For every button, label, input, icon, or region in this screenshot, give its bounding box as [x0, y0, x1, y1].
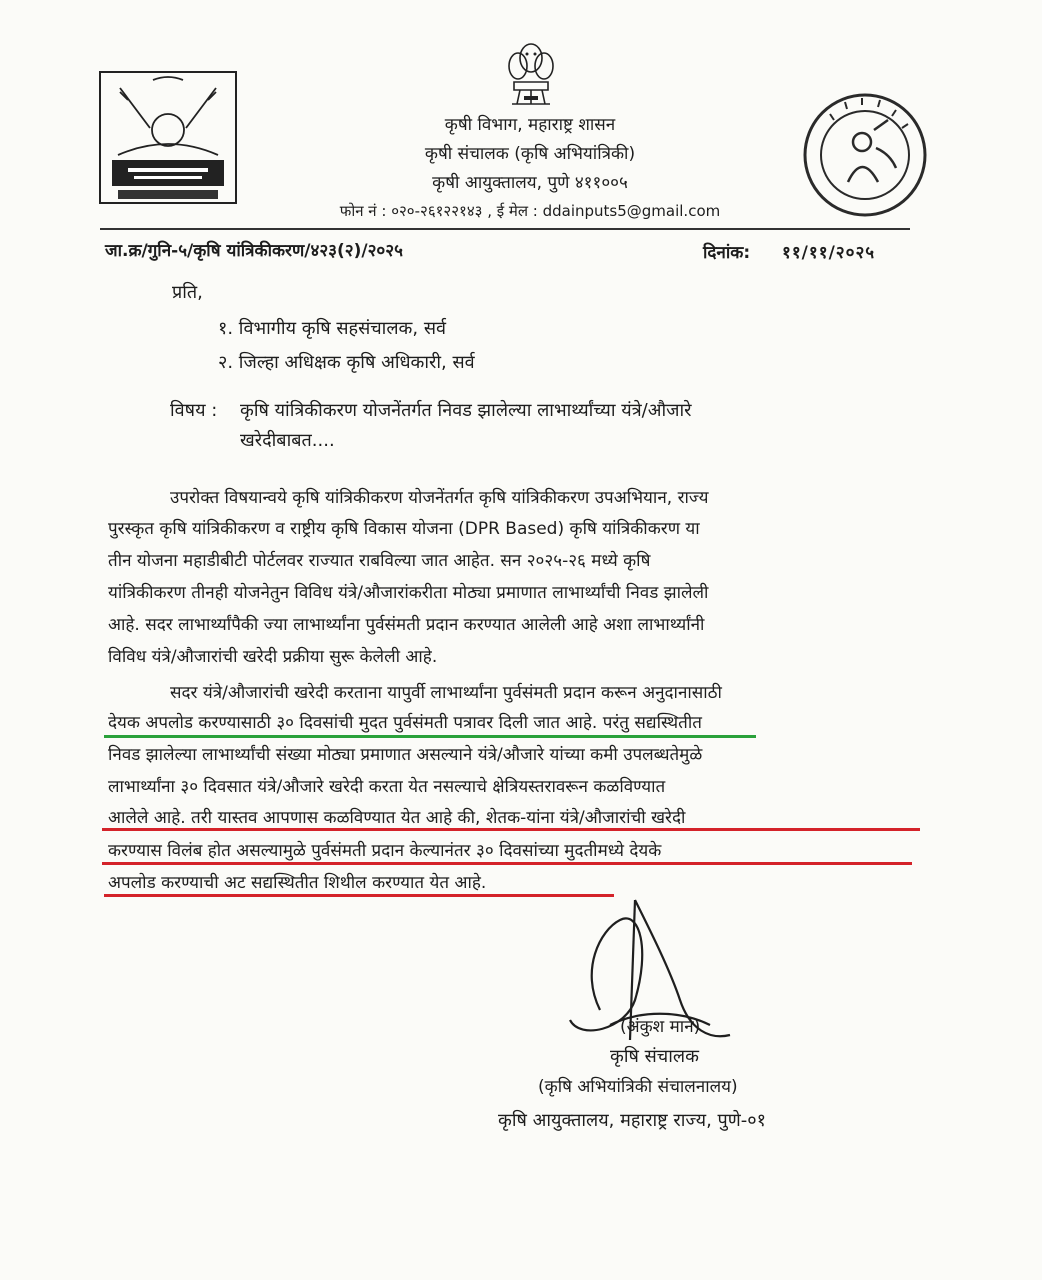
- red-highlight-underline: [104, 894, 614, 897]
- paragraph-line: आलेले आहे. तरी यास्तव आपणास कळविण्यात येत आहे की, शेतक-यांना यंत्रे/औजारांची खरेदी: [108, 808, 686, 828]
- paragraph-line: अपलोड करण्याची अट सद्यस्थितीत शिथील करण्यात येत आहे.: [108, 873, 487, 893]
- recipients-heading: प्रति,: [172, 282, 203, 303]
- paragraph-line: निवड झालेल्या लाभार्थ्यांची संख्या मोठ्या प्रमाणात असल्याने यंत्रे/औजारे यांच्या कमी उपलब्धतेमुळे: [108, 745, 703, 765]
- paragraph-line: करण्यास विलंब होत असल्यामुळे पुर्वसंमती प्रदान केल्यानंतर ३० दिवसांच्या मुदतीमध्ये देयके: [108, 841, 662, 861]
- date-label: दिनांक:: [703, 243, 751, 263]
- paragraph-line: सदर यंत्रे/औजारांची खरेदी करताना यापुर्वी लाभार्थ्यांना पुर्वसंमती प्रदान करून अनुदानासाठी: [170, 683, 722, 703]
- subject-label: विषय :: [170, 400, 218, 421]
- letterhead-department: कृषी विभाग, महाराष्ट्र शासन: [444, 115, 616, 135]
- paragraph-line: देयक अपलोड करण्यासाठी ३० दिवसांची मुदत पुर्वसंमती पत्रावर दिली जात आहे. परंतु सद्यस्थितीत: [108, 713, 702, 733]
- paragraph-line: उपरोक्त विषयान्वये कृषि यांत्रिकीकरण योजनेंतर्गत कृषि यांत्रिकीकरण उपअभियान, राज्य: [170, 488, 709, 508]
- signatory-name: (अंकुश माने): [620, 1017, 701, 1037]
- red-highlight-underline: [102, 828, 920, 831]
- signatory-commissionerate: कृषि आयुक्तालय, महाराष्ट्र राज्य, पुणे-०१: [498, 1110, 767, 1131]
- red-highlight-underline: [102, 862, 912, 865]
- letterhead-address: कृषी आयुक्तालय, पुणे ४११००५: [432, 173, 628, 193]
- paragraph-line: विविध यंत्रे/औजारांची खरेदी प्रक्रीया सुरू केलेली आहे.: [108, 647, 438, 667]
- circular-seal-icon: [800, 90, 930, 220]
- letterhead-office: कृषी संचालक (कृषि अभियांत्रिकी): [424, 144, 636, 164]
- national-emblem-icon: [500, 38, 562, 114]
- paragraph-line: यांत्रिकीकरण तीनही योजनेतुन विविध यंत्रे/औजारांकरीता मोठ्या प्रमाणात लाभार्थ्यांची निवड झालेली: [108, 583, 709, 603]
- reference-number: जा.क्र/गुनि-५/कृषि यांत्रिकीकरण/४२३(२)/२०२५: [105, 241, 403, 261]
- letterhead-contact: फोन नं : ०२०-२६१२२१४३ , ई मेल : ddainputs5@gmail.com: [339, 202, 721, 220]
- signatory-title: कृषि संचालक: [610, 1046, 699, 1067]
- department-logo-icon: [98, 70, 238, 205]
- subject-line: कृषि यांत्रिकीकरण योजनेंतर्गत निवड झालेल्या लाभार्थ्यांच्या यंत्रे/औजारे: [240, 400, 692, 421]
- signatory-office: (कृषि अभियांत्रिकी संचालनालय): [538, 1077, 738, 1097]
- recipient-item: १. विभागीय कृषि सहसंचालक, सर्व: [218, 318, 446, 339]
- paragraph-line: तीन योजना महाडीबीटी पोर्टलवर राज्यात राबविल्या जात आहेत. सन २०२५-२६ मध्ये कृषि: [108, 551, 651, 571]
- header-divider: [100, 228, 910, 230]
- subject-line: खरेदीबाबत....: [240, 430, 335, 451]
- recipient-item: २. जिल्हा अधिक्षक कृषि अधिकारी, सर्व: [218, 352, 475, 373]
- paragraph-line: आहे. सदर लाभार्थ्यांपैकी ज्या लाभार्थ्यांना पुर्वसंमती प्रदान करण्यात आलेली आहे अशा लाभार्थ्यांनी: [108, 615, 705, 635]
- date-value: ११/११/२०२५: [782, 243, 876, 263]
- paragraph-line: पुरस्कृत कृषि यांत्रिकीकरण व राष्ट्रीय कृषि विकास योजना (DPR Based) कृषि यांत्रिकीकरण या: [108, 519, 700, 539]
- paragraph-line: लाभार्थ्यांना ३० दिवसात यंत्रे/औजारे खरेदी करता येत नसल्याचे क्षेत्रियस्तरावरून कळविण्यात: [108, 777, 666, 797]
- green-highlight-underline: [104, 735, 756, 738]
